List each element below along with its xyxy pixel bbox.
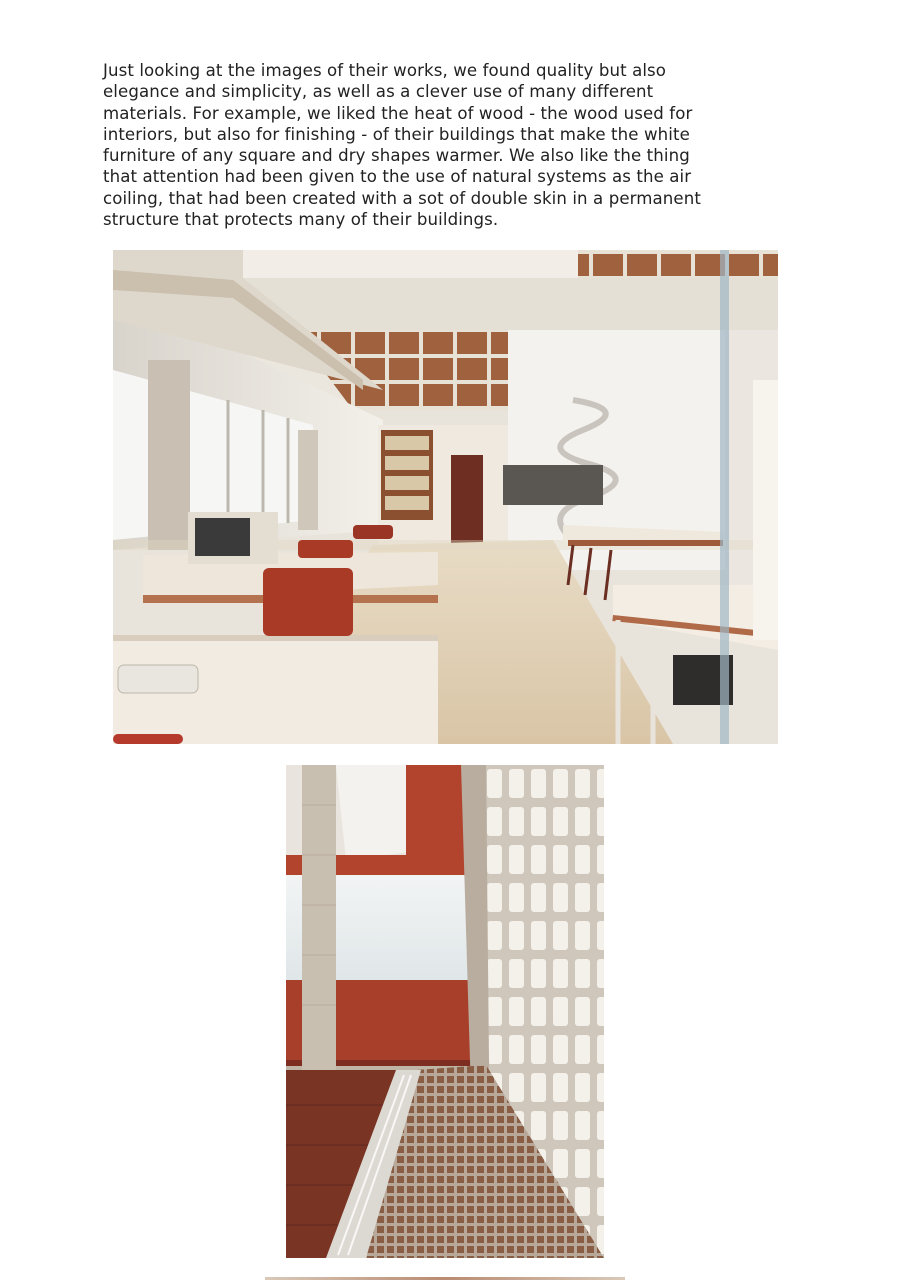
paragraph-line: materials. For example, we liked the heat of wood - the wood used for	[103, 103, 693, 123]
paragraph-line: elegance and simplicity, as well as a clever use of many different	[103, 82, 654, 102]
paragraph-line: interiors, but also for finishing - of their buildings that make the white	[103, 124, 690, 144]
body-paragraph	[103, 60, 803, 230]
paragraph-line: coiling, that had been created with a sot of double skin in a permanent	[103, 188, 701, 208]
paragraph-line: Just looking at the images of their works, we found quality but also	[103, 61, 667, 80]
office-interior-illustration	[113, 250, 778, 744]
balcony-illustration	[286, 765, 604, 1258]
paragraph-line: furniture of any square and dry shapes warmer. We also like the thing	[103, 146, 690, 166]
balcony-photo	[286, 765, 604, 1258]
paragraph-line: structure that protects many of their buildings.	[103, 210, 499, 230]
paragraph-line: that attention had been given to the use of natural systems as the air	[103, 167, 692, 187]
office-interior-photo	[113, 250, 778, 744]
